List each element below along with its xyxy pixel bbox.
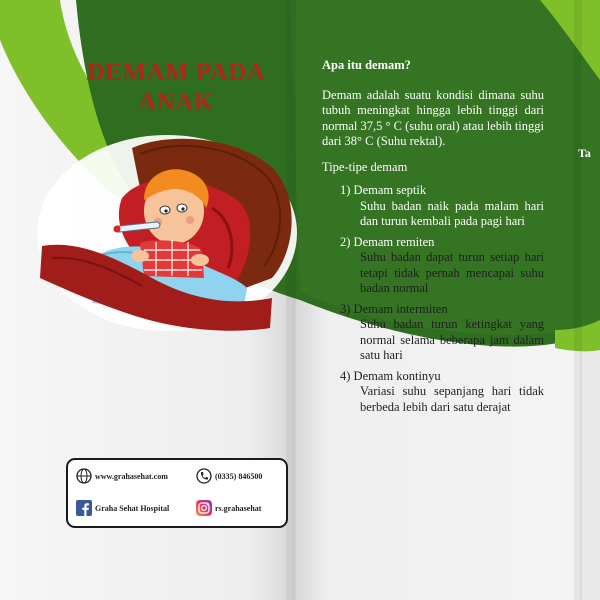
instagram-text: rs.grahasehat (215, 503, 262, 513)
content-panel (322, 58, 544, 420)
fever-types-list (322, 183, 544, 415)
types-heading: Tipe-tipe demam (322, 159, 408, 174)
phone-text: (0335) 846500 (215, 471, 263, 481)
list-item (322, 235, 544, 297)
facebook-item[interactable] (76, 500, 169, 516)
instagram-icon (196, 500, 212, 516)
list-item (322, 183, 544, 230)
instagram-item[interactable] (196, 500, 261, 516)
list-item (322, 302, 544, 364)
type-name: 1) Demam septik (340, 183, 427, 197)
cover-title (56, 58, 296, 118)
type-description: Suhu badan dapat turun setiap hari tetapi tidak pernah mencapai suhu badan normal (360, 250, 544, 295)
sick-child-illustration (32, 128, 302, 338)
phone-icon (196, 468, 212, 484)
facebook-text: Graha Sehat Hospital (95, 503, 170, 513)
type-description: Suhu badan naik pada malam hari dan turun kembali pada pagi hari (360, 198, 544, 228)
facebook-icon (76, 500, 92, 516)
phone-item[interactable] (196, 468, 262, 484)
cover-title-line2: ANAK (138, 89, 214, 116)
type-description: Suhu badan turun ketingkat yang normal selama beberapa jam dalam satu hari (360, 317, 544, 362)
definition-paragraph: Demam adalah suatu kondisi dimana suhu tubuh meningkat hingga lebih tinggi dari normal 37,5 ° C (suhu oral) atau lebih tinggi dari 38° C (Suhu rektal). (322, 87, 544, 148)
next-panel-fragment: Ta (578, 146, 591, 160)
type-name: 2) Demam remiten (340, 234, 435, 249)
cover-title-line1: DEMAM PADA (86, 59, 266, 86)
website-item[interactable] (76, 468, 168, 484)
section-heading: Apa itu demam? (322, 58, 411, 72)
list-item (322, 369, 544, 416)
type-name: 3) Demam intermiten (340, 301, 448, 316)
website-text: www.grahasehat.com (95, 471, 168, 481)
type-description: Variasi suhu sepanjang hari tidak berbeda lebih dari satu derajat (360, 384, 544, 414)
contact-box (66, 458, 288, 528)
globe-icon (76, 468, 92, 484)
type-name: 4) Demam kontinyu (340, 368, 441, 383)
